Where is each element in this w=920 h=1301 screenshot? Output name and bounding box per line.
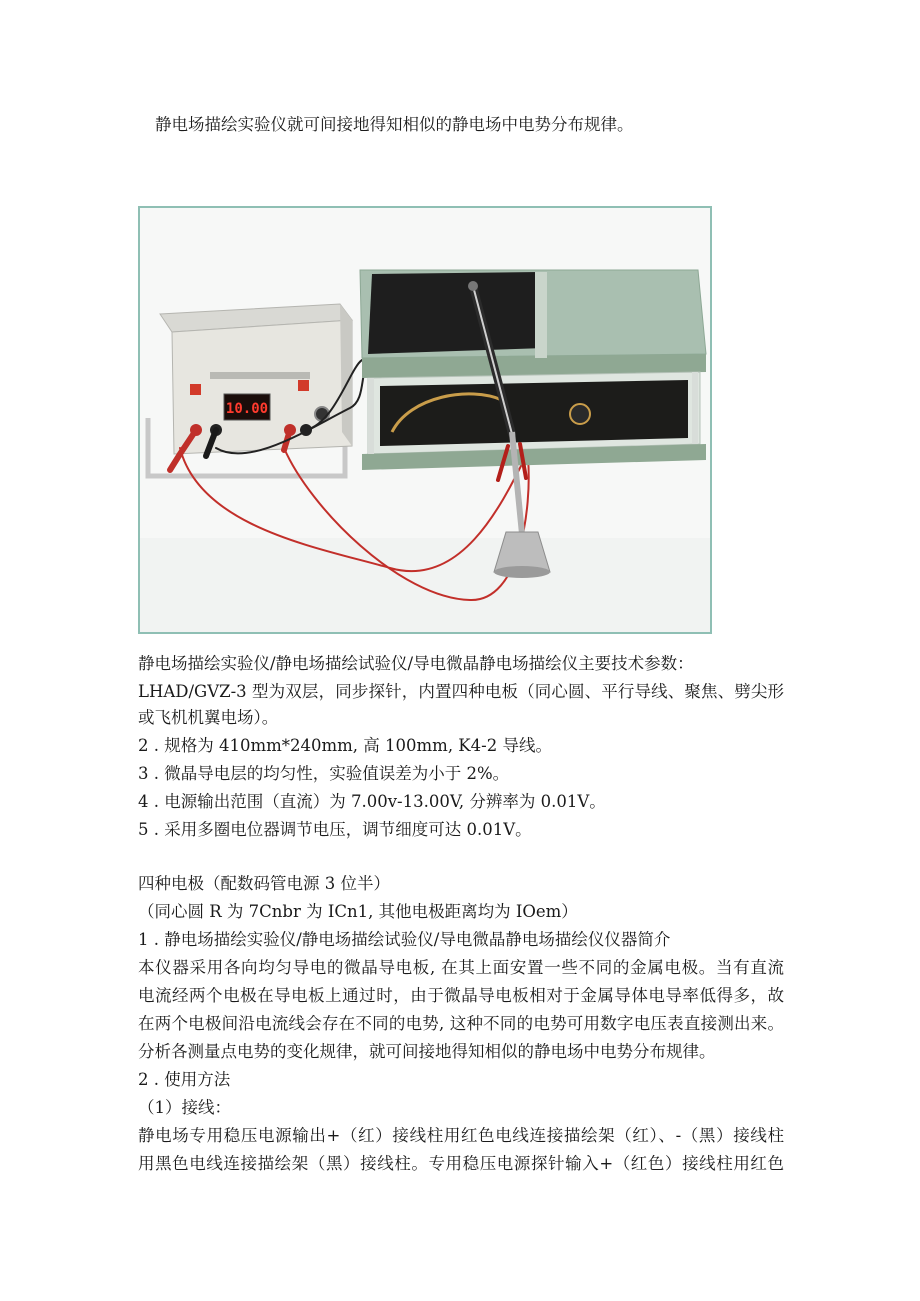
- wiring-subtitle: （1）接线：: [138, 1098, 231, 1117]
- intro-paragraph-line: 在两个电极间沿电流线会存在不同的电势, 这种不同的电势可用数字电压表直接测出来。: [138, 1014, 784, 1033]
- probe-base-icon: [494, 566, 550, 578]
- display-reading: 10.00: [225, 401, 269, 417]
- electrodes-note: （同心圆 R 为 7Cnbr 为 ICn1, 其他电极距离均为 IOem）: [138, 902, 578, 921]
- intro-paragraph-line: 分析各测量点电势的变化规律，就可间接地得知相似的静电场中电势分布规律。: [138, 1042, 716, 1061]
- center-electrode-icon: [570, 404, 590, 424]
- right-indicator-icon: [298, 380, 309, 391]
- table-surface: [140, 538, 710, 632]
- apparatus-illustration: [140, 208, 710, 632]
- intro-line: 静电场描绘实验仪就可间接地得知相似的静电场中电势分布规律。: [155, 115, 634, 134]
- field-drawing-frame: [360, 270, 706, 470]
- probe-tip-icon: [468, 281, 478, 291]
- spec-item-5: 5 . 采用多圈电位器调节电压，调节细度可达 0.01V。: [138, 820, 532, 839]
- section-2-title: 2 . 使用方法: [138, 1070, 231, 1089]
- spec-heading: 静电场描绘实验仪/静电场描绘试验仪/导电微晶静电场描绘仪主要技术参数：: [138, 654, 694, 673]
- apparatus-photo: [138, 206, 712, 634]
- spec-line-2: 或飞机机翼电场）。: [138, 708, 279, 727]
- spec-line-1: LHAD/GVZ-3 型为双层，同步探针，内置四种电板（同心圆、平行导线、聚焦、劈尖形: [138, 682, 784, 701]
- spec-item-4: 4 . 电源输出范围（直流）为 7.00v-13.00V, 分辨率为 0.01V。: [138, 792, 606, 811]
- spec-item-3: 3 . 微晶导电层的均匀性，实验值误差为小于 2%。: [138, 764, 510, 783]
- wiring-paragraph-line: 用黑色电线连接描绘架（黑）接线柱。专用稳压电源探针输入+（红色）接线柱用红色: [138, 1154, 784, 1173]
- electrodes-heading: 四种电极（配数码管电源 3 位半）: [138, 874, 390, 893]
- wiring-paragraph-line: 静电场专用稳压电源输出+（红）接线柱用红色电线连接描绘架（红）、-（黑）接线柱: [138, 1126, 784, 1145]
- section-1-title: 1 . 静电场描绘实验仪/静电场描绘试验仪/导电微晶静电场描绘仪仪器简介: [138, 930, 671, 949]
- intro-paragraph-line: 本仪器采用各向均匀导电的微晶导电板, 在其上面安置一些不同的金属电极。当有直流: [138, 958, 784, 977]
- left-indicator-icon: [190, 384, 201, 395]
- spec-item-2: 2 . 规格为 410mm*240mm, 高 100mm, K4-2 导线。: [138, 736, 552, 755]
- intro-paragraph-line: 电流经两个电极在导电板上通过时，由于微晶导电板相对于金属导体电导率低得多，故: [138, 986, 784, 1005]
